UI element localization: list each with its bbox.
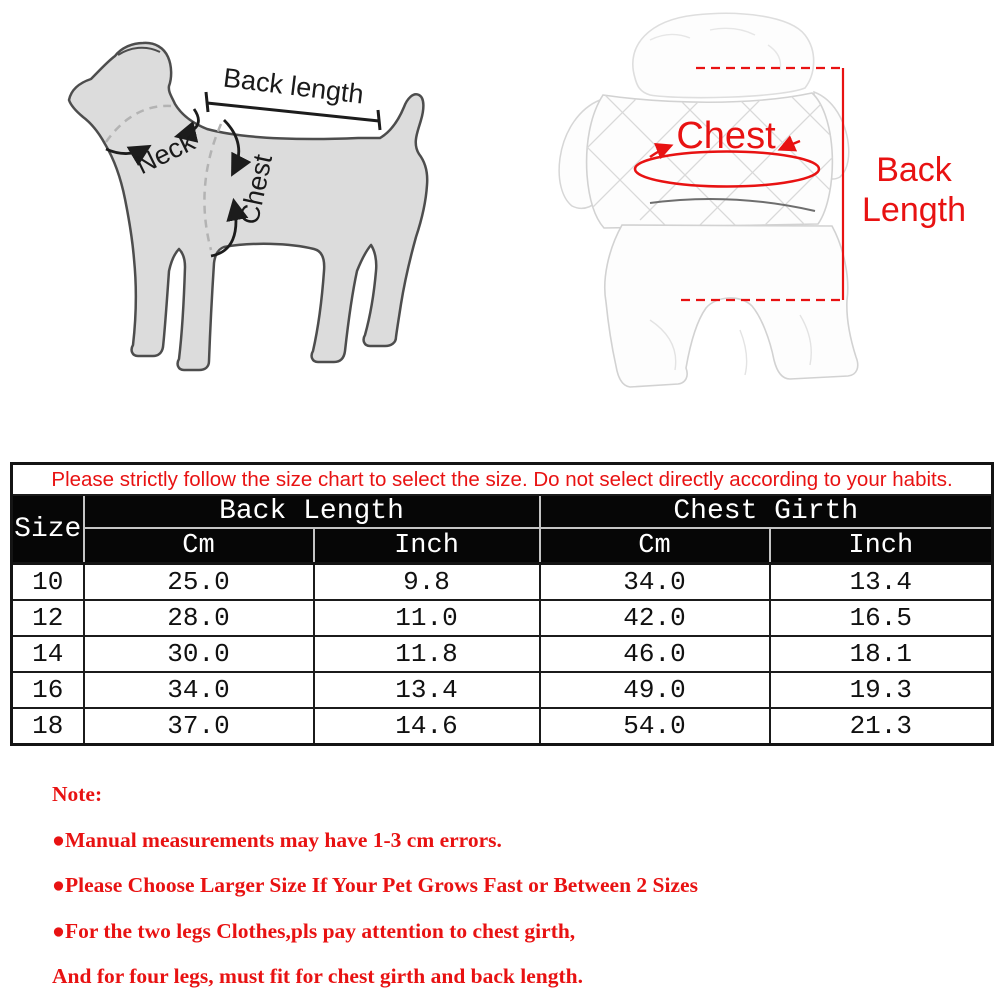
back-inch-header: Inch: [314, 528, 540, 564]
cell-back-inch: 9.8: [314, 564, 540, 601]
cell-back-cm: 34.0: [84, 672, 314, 708]
table-row: [12, 564, 993, 601]
notes-section: [52, 782, 698, 1000]
cell-back-inch: 14.6: [314, 708, 540, 745]
table-row: [12, 672, 993, 708]
size-table-header: [12, 464, 993, 564]
back-length-label: Back length: [221, 62, 366, 110]
cell-size: 18: [12, 708, 84, 745]
chest-label: Chest: [234, 151, 279, 227]
size-table: [10, 462, 994, 746]
garment-chest-label: Chest: [676, 115, 776, 157]
garment-fur-collar: [633, 13, 814, 97]
cell-chest-inch: 19.3: [770, 672, 993, 708]
dog-measurement-diagram: [0, 0, 500, 440]
cell-size: 10: [12, 564, 84, 601]
cell-chest-inch: 13.4: [770, 564, 993, 601]
cell-chest-cm: 49.0: [540, 672, 770, 708]
cell-back-cm: 25.0: [84, 564, 314, 601]
back-length-group-header: Back Length: [84, 495, 540, 528]
cell-size: 16: [12, 672, 84, 708]
chest-girth-group-header: Chest Girth: [540, 495, 993, 528]
chest-cm-header: Cm: [540, 528, 770, 564]
unit-header-row: [12, 528, 993, 564]
cell-chest-cm: 34.0: [540, 564, 770, 601]
cell-back-cm: 37.0: [84, 708, 314, 745]
cell-back-inch: 11.8: [314, 636, 540, 672]
note-line: ●Please Choose Larger Size If Your Pet Grows Fast or Between 2 Sizes: [52, 873, 698, 897]
cell-back-cm: 28.0: [84, 600, 314, 636]
table-row: [12, 600, 993, 636]
neck-label: Neck: [130, 126, 200, 181]
warning-row: [12, 464, 993, 496]
note-line: And for four legs, must fit for chest girth and back length.: [52, 964, 583, 988]
cell-size: 12: [12, 600, 84, 636]
chest-inch-header: Inch: [770, 528, 993, 564]
garment-back-length-label: Back Length: [862, 151, 966, 230]
note-line: ●Manual measurements may have 1-3 cm errors.: [52, 827, 502, 852]
size-warning-text: Please strictly follow the size chart to select the size. Do not select directly according to your habits.: [12, 464, 993, 496]
note-title: Note:: [52, 782, 103, 806]
cell-chest-inch: 21.3: [770, 708, 993, 745]
cell-chest-inch: 18.1: [770, 636, 993, 672]
cell-back-inch: 11.0: [314, 600, 540, 636]
table-row: [12, 636, 993, 672]
size-column-header: Size: [12, 495, 84, 564]
garment-pants: [605, 225, 858, 387]
cell-chest-cm: 54.0: [540, 708, 770, 745]
back-length-tick-right: [378, 110, 380, 130]
back-cm-header: Cm: [84, 528, 314, 564]
back-length-tick-left: [206, 92, 208, 112]
cell-back-cm: 30.0: [84, 636, 314, 672]
cell-chest-cm: 46.0: [540, 636, 770, 672]
cell-chest-inch: 16.5: [770, 600, 993, 636]
group-header-row: [12, 495, 993, 528]
cell-back-inch: 13.4: [314, 672, 540, 708]
table-row: [12, 708, 993, 745]
cell-size: 14: [12, 636, 84, 672]
cell-chest-cm: 42.0: [540, 600, 770, 636]
size-table-body: [12, 564, 993, 745]
note-line: ●For the two legs Clothes,pls pay attention to chest girth,: [52, 918, 576, 943]
